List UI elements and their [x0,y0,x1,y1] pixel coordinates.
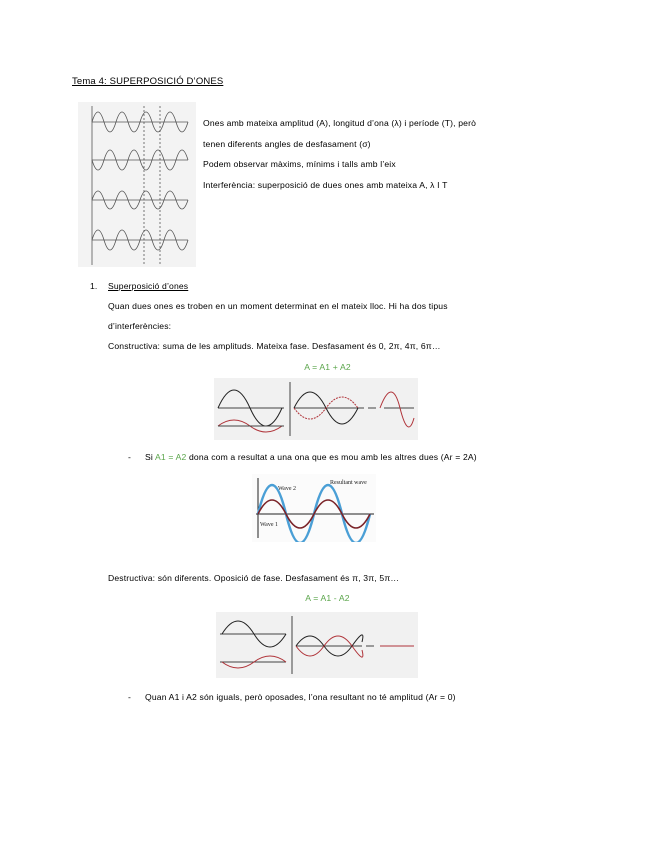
constructive-text: Constructiva: suma de les amplituds. Mateixa fase. Desfasament és 0, 2π, 4π, 6π… [108,341,441,351]
section-paragraph-1: Quan dues ones es troben en un moment determinat en el mateix lloc. Hi ha dos tipus [108,301,448,311]
formula-constructive: A = A1 + A2 [304,362,351,372]
page-title: Tema 4: SUPERPOSICIÓ D’ONES [72,76,224,87]
section-number: 1. [90,281,98,291]
destructive-text: Destructiva: són diferents. Oposició de fase. Desfasament és π, 3π, 5π… [108,573,400,583]
bullet-mark-2: - [128,692,132,702]
intro-line-2: tenen diferents angles de desfasament (σ) [203,139,371,149]
bullet-2: Quan A1 i A2 són iguals, però oposades, l’ona resultant no té amplitud (Ar = 0) [145,692,456,702]
bullet-1: Si A1 = A2 dona com a resultat a una ona que es mou amb les altres dues (Ar = 2A) [145,452,477,462]
wave-2-label: Wave 2 [278,486,297,492]
destructive-interference-figure [216,612,418,678]
intro-line-1: Ones amb mateixa amplitud (A), longitud d’ona (λ) i període (T), però [203,118,477,128]
formula-destructive: A = A1 - A2 [305,593,350,603]
section-heading: Superposició d’ones [108,281,189,291]
constructive-interference-figure [214,378,418,440]
section-paragraph-2: d’interferències: [108,321,172,331]
resultant-wave-label: Resultant wave [330,480,367,486]
intro-line-4: Interferència: superposició de dues ones amb mateixa A, λ I T [203,180,448,190]
phase-shift-waves-figure [78,102,196,267]
intro-line-3: Podem observar màxims, mínims i talls amb l’eix [203,159,396,169]
wave-1-label: Wave 1 [260,522,279,528]
bullet-mark-1: - [128,452,132,462]
resultant-wave-figure [252,474,376,542]
